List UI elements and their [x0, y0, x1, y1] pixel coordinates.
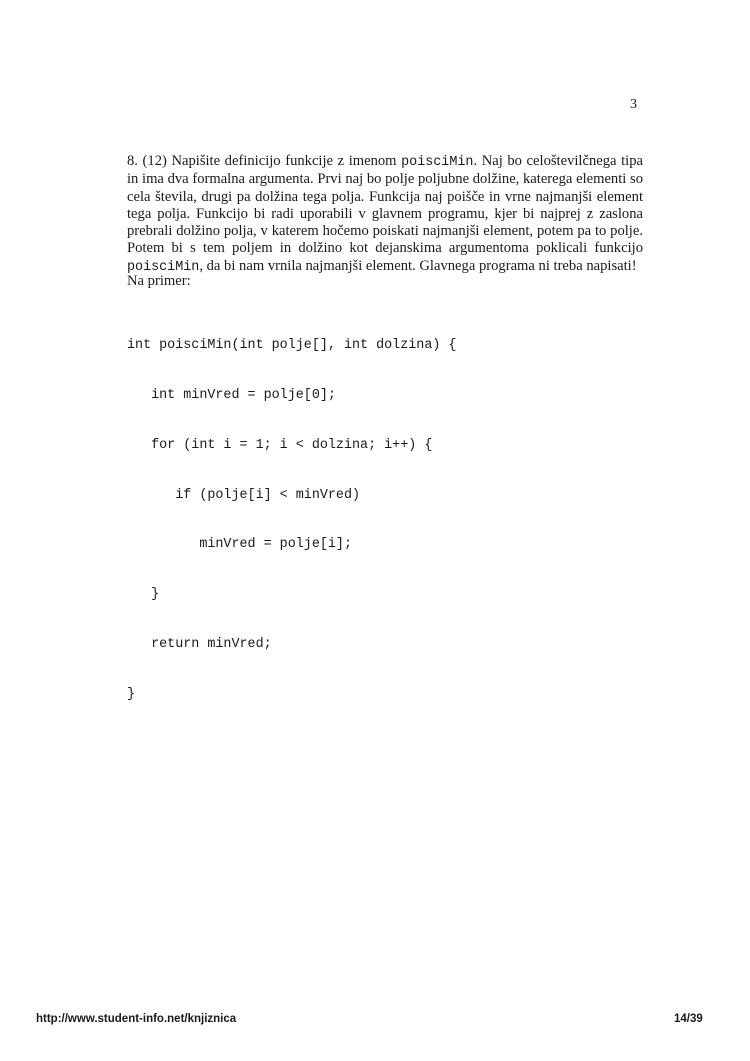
page-number: 3 — [630, 97, 637, 112]
function-name-inline: poisciMin — [127, 259, 200, 275]
question-text-segment: . Naj bo celoštevilčnega tipa — [473, 153, 643, 169]
code-example — [127, 305, 456, 720]
question-text — [127, 153, 643, 276]
question-line-4: tega polja. Funkcijo bi radi uporabili v glavnem programu, kjer bi najprej z zaslona — [127, 205, 643, 222]
code-line: if (polje[i] < minVred) — [127, 487, 361, 503]
function-name-inline: poisciMin — [401, 155, 474, 170]
code-line: for (int i = 1; i < dolzina; i++) { — [127, 437, 433, 453]
question-line-3: cela števila, drugi pa dolžina tega polja. Funkcija naj poišče in vrne najmanjši element — [127, 188, 643, 205]
code-line: } — [127, 686, 136, 702]
example-label: Na primer: — [127, 273, 191, 289]
question-line-7 — [127, 258, 643, 276]
footer-url-link[interactable]: http://www.student-info.net/knjiznica — [36, 1013, 237, 1025]
code-line: minVred = polje[i]; — [127, 537, 352, 553]
question-text-segment: , da bi nam vrnila najmanjši element. Glavnega programa ni treba napisati! — [199, 257, 637, 274]
code-line: return minVred; — [127, 636, 272, 652]
code-line: int minVred = polje[0]; — [127, 387, 336, 403]
code-line: } — [127, 587, 160, 603]
code-line: int poisciMin(int polje[], int dolzina) { — [127, 338, 457, 354]
question-line-1 — [127, 153, 643, 171]
footer-page-counter: 14/39 — [674, 1013, 703, 1025]
question-line-2: in ima dva formalna argumenta. Prvi naj bo polje poljubne dolžine, katerega elementi so — [127, 171, 643, 188]
question-text-segment: 8. (12) Napišite definicijo funkcije z imenom — [127, 153, 402, 169]
question-line-6: Potem bi s tem poljem in dolžino kot dejanskima argumentoma poklicali funkcijo — [127, 240, 643, 257]
question-line-5: prebrali dolžino polja, v katerem hočemo poiskati najmanjši element, potem pa to polje. — [127, 223, 643, 240]
